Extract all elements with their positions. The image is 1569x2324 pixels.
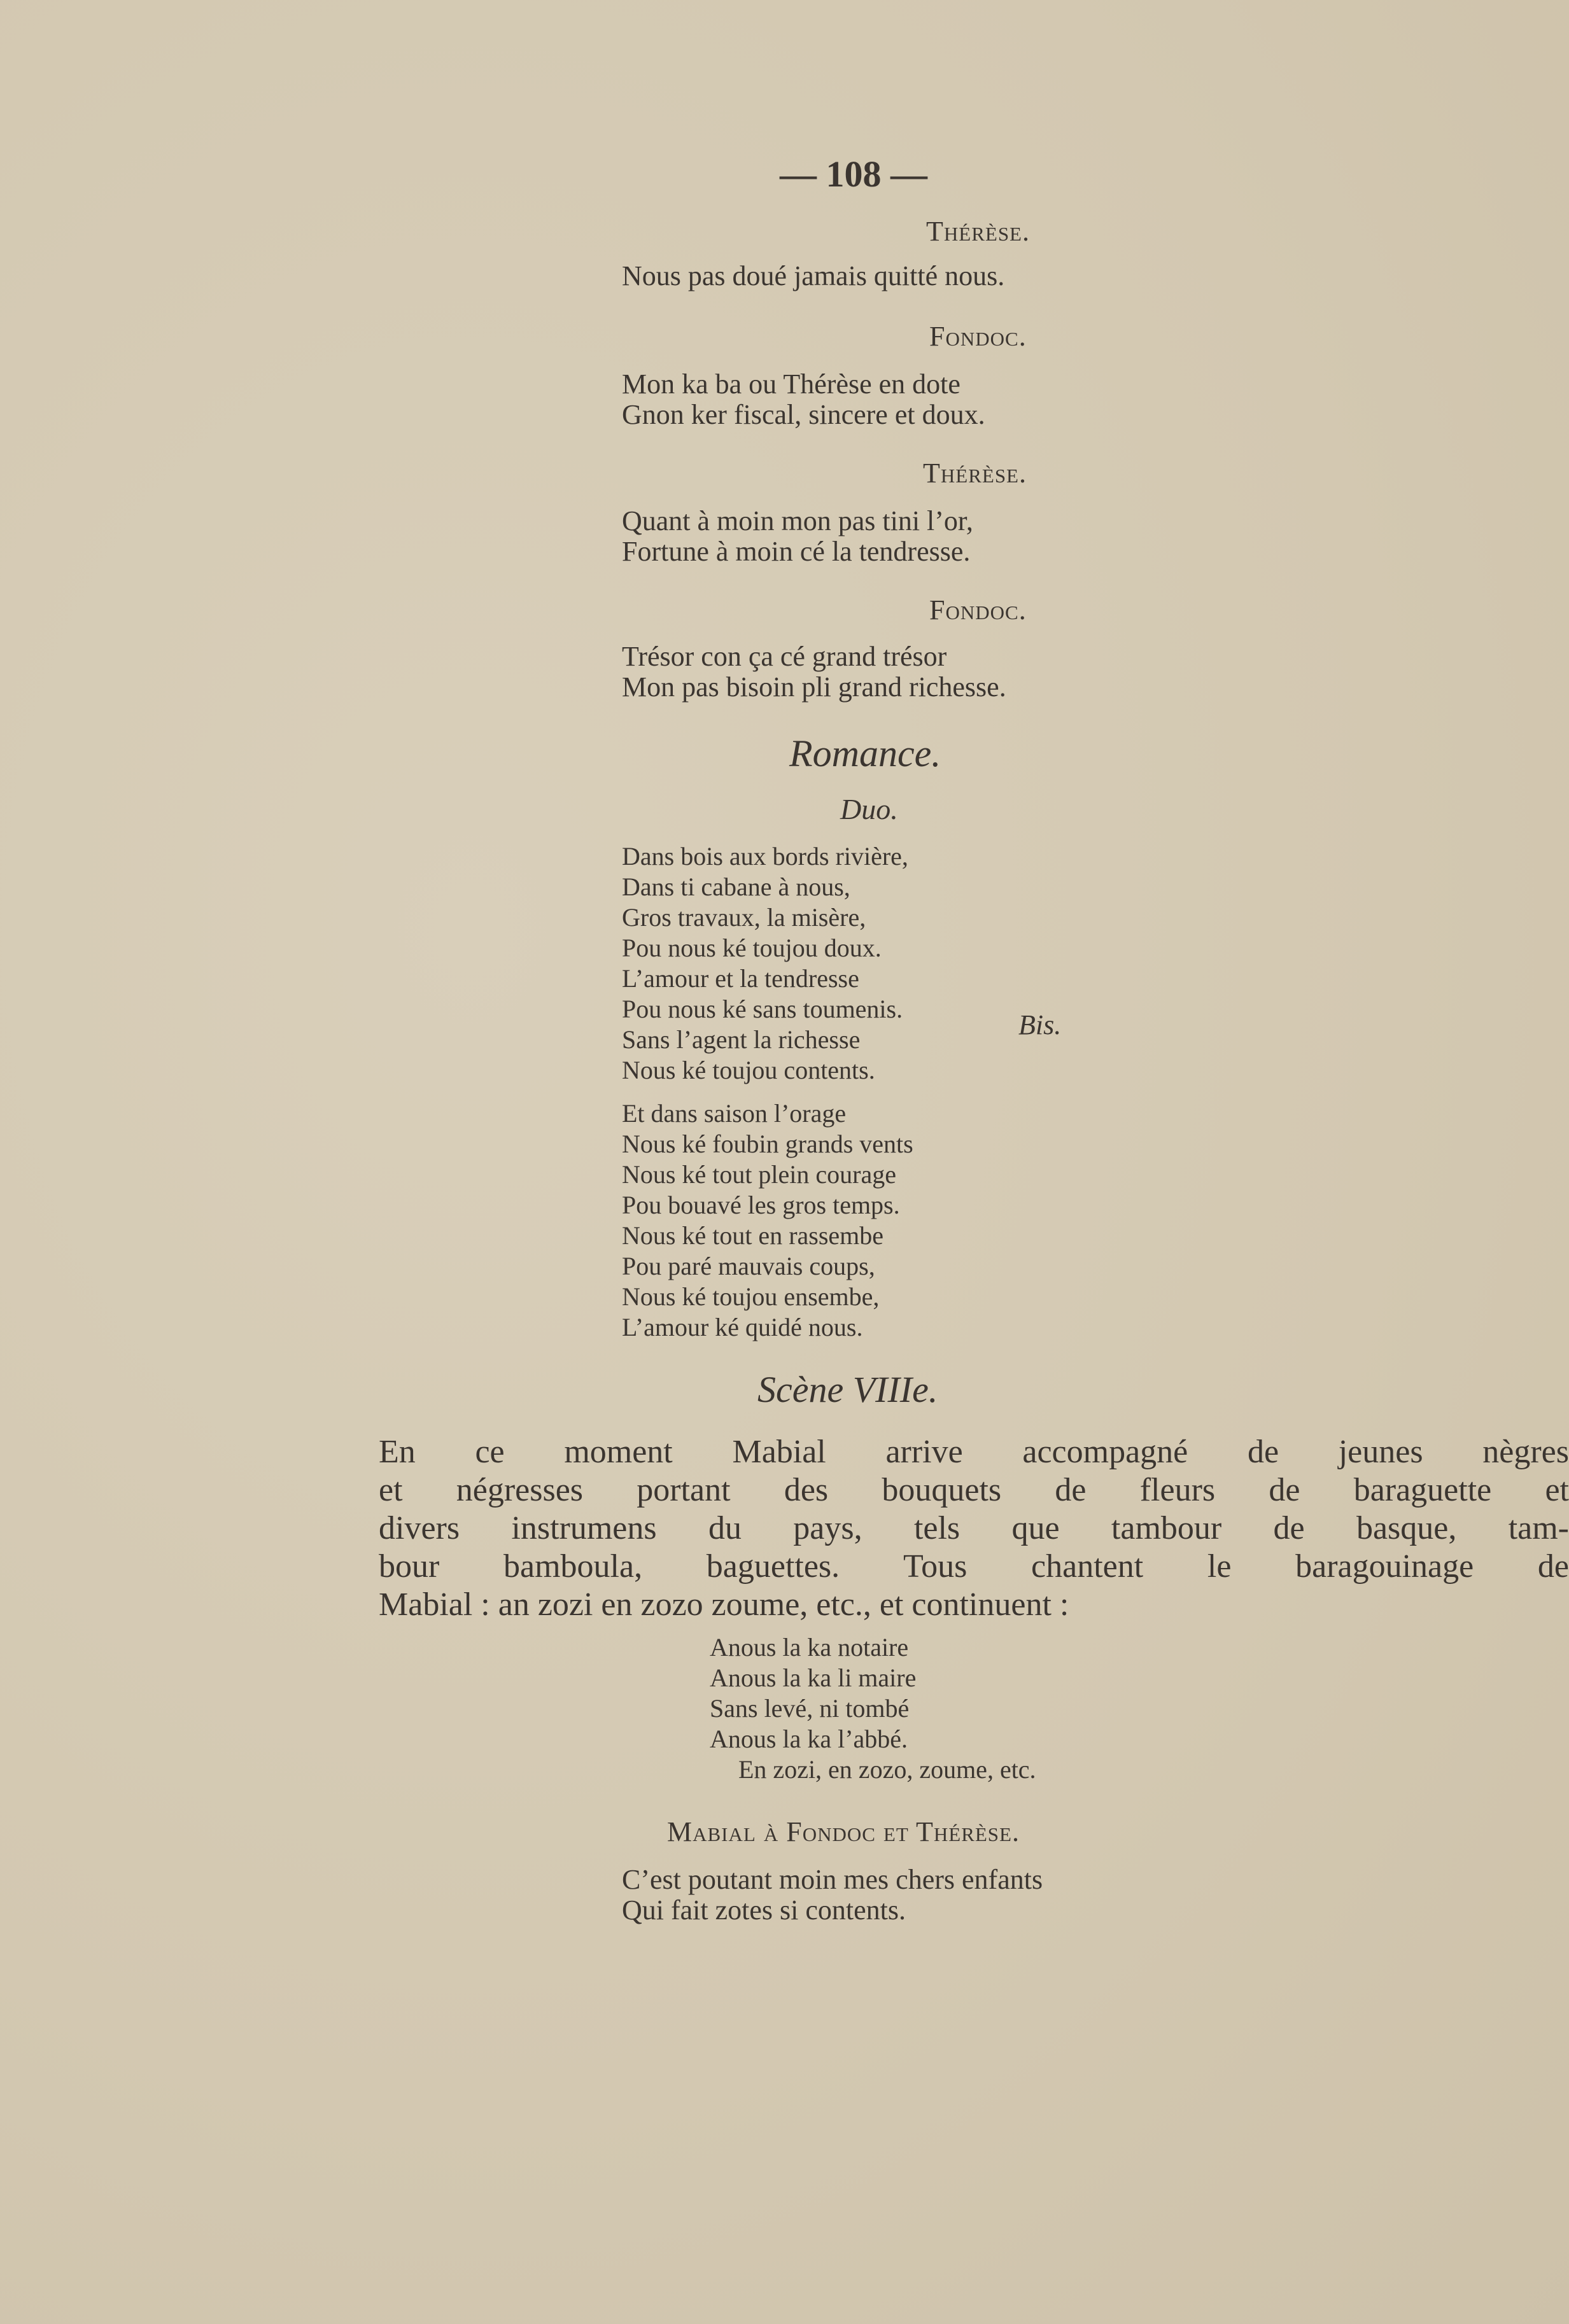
stanza2-line: Nous ké tout en rassembe <box>622 1221 884 1250</box>
verse-line: Mon pas bisoin pli grand richesse. <box>622 671 1006 703</box>
stanza1-line: Sans l’agent la richesse <box>622 1025 861 1054</box>
stanza1-line: L’amour et la tendresse <box>622 964 859 993</box>
stanza1-line: Gros travaux, la misère, <box>622 903 866 932</box>
song-line: Anous la ka li maire <box>710 1663 917 1692</box>
scene-title: Scène VIIIe. <box>757 1369 938 1410</box>
stanza2-line: Pou bouavé les gros temps. <box>622 1191 900 1219</box>
stage-direction-line: Mabial : an zozi en zozo zoume, etc., et continuent : <box>379 1586 1069 1623</box>
song-line: En zozi, en zozo, zoume, etc. <box>738 1755 1036 1784</box>
speaker-therese-2: Thérèse. <box>923 458 1027 489</box>
song-line: Sans levé, ni tombé <box>710 1694 910 1723</box>
verse-line: Nous pas doué jamais quitté nous. <box>622 260 1005 291</box>
bis-label: Bis. <box>1018 1009 1062 1040</box>
stage-direction <box>379 1433 1569 1624</box>
stanza1-line: Dans bois aux bords rivière, <box>622 842 908 871</box>
stanza2-line: Nous ké toujou ensembe, <box>622 1282 880 1311</box>
stage-direction-line: divers instrumens du pays, tels que tambour de basque, tam- <box>379 1510 1569 1546</box>
verse-line: C’est poutant moin mes chers enfants <box>622 1864 1043 1895</box>
song-line: Anous la ka notaire <box>710 1633 909 1662</box>
speaker-therese-1: Thérèse. <box>926 216 1030 247</box>
verse-line: Quant à moin mon pas tini l’or, <box>622 505 973 536</box>
stanza2-line: Nous ké tout plein courage <box>622 1160 896 1189</box>
stage-direction-line: En ce moment Mabial arrive accompagné de jeunes nègres <box>379 1434 1569 1470</box>
stanza2-line: L’amour ké quidé nous. <box>622 1313 863 1341</box>
verse-line: Qui fait zotes si contents. <box>622 1894 906 1926</box>
stanza1-line: Dans ti cabane à nous, <box>622 872 850 901</box>
stage-direction-line: bour bamboula, baguettes. Tous chantent le baragouinage de <box>379 1548 1569 1585</box>
speaker-fondoc-1: Fondoc. <box>929 321 1027 352</box>
stanza1-line: Nous ké toujou contents. <box>622 1056 875 1084</box>
song-line: Anous la ka l’abbé. <box>710 1725 908 1753</box>
verse-line: Gnon ker fiscal, sincere et doux. <box>622 399 985 430</box>
verse-line: Trésor con ça cé grand trésor <box>622 641 947 672</box>
romance-subtitle: Duo. <box>840 793 898 825</box>
stanza1-line: Pou nous ké sans toumenis. <box>622 995 903 1023</box>
verse-line: Fortune à moin cé la tendresse. <box>622 536 971 567</box>
stage-direction-line: et négresses portant des bouquets de fleurs de baraguette et <box>379 1472 1569 1508</box>
stanza2-line: Et dans saison l’orage <box>622 1099 847 1128</box>
stanza2-line: Nous ké foubin grands vents <box>622 1130 913 1158</box>
speaker-fondoc-2: Fondoc. <box>929 594 1027 626</box>
stanza1-line: Pou nous ké toujou doux. <box>622 934 882 962</box>
verse-line: Mon ka ba ou Thérèse en dote <box>622 368 960 400</box>
page-number: — 108 — <box>780 153 927 195</box>
stanza2-line: Pou paré mauvais coups, <box>622 1252 875 1280</box>
speaker-mabial: Mabial à Fondoc et Thérèse. <box>667 1816 1020 1847</box>
romance-title: Romance. <box>789 732 941 774</box>
